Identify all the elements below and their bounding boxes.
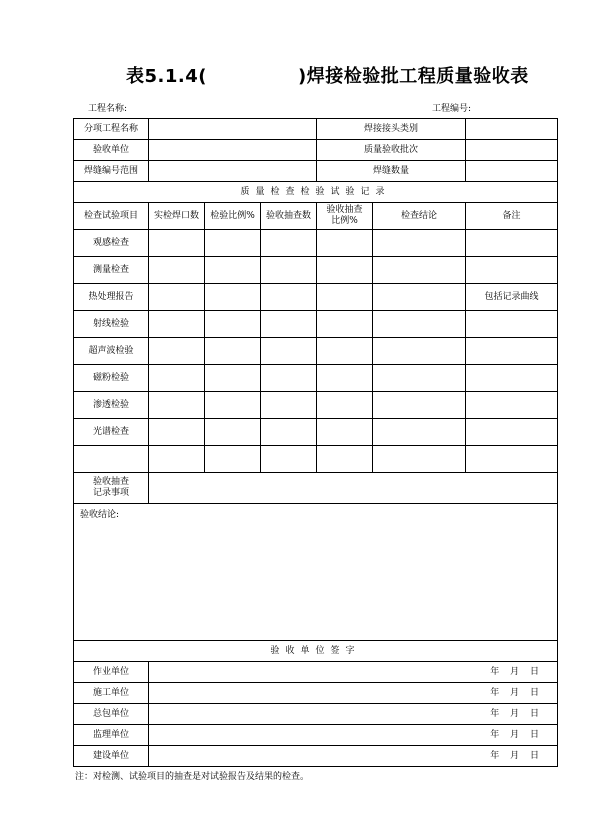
inspection-item-name: 热处理报告 <box>74 284 149 311</box>
inspection-value-field[interactable] <box>261 311 317 338</box>
column-header: 检查结论 <box>373 203 466 230</box>
inspection-value-field[interactable] <box>317 392 373 419</box>
info-right-value-field[interactable] <box>466 161 558 182</box>
inspection-item-name: 测量检查 <box>74 257 149 284</box>
column-header: 检查试验项目 <box>74 203 149 230</box>
inspection-value-field[interactable] <box>261 338 317 365</box>
column-header: 检验比例% <box>205 203 261 230</box>
conclusion-field[interactable]: 验收结论: <box>74 504 558 641</box>
column-header: 实检焊口数 <box>149 203 205 230</box>
signature-unit-label: 建设单位 <box>74 746 149 767</box>
inspection-value-field[interactable] <box>149 311 205 338</box>
info-right-label: 焊缝数量 <box>317 161 466 182</box>
spot-check-field[interactable] <box>149 473 558 504</box>
inspection-item-name: 渗透检验 <box>74 392 149 419</box>
inspection-value-field[interactable] <box>149 284 205 311</box>
inspection-value-field[interactable] <box>205 365 261 392</box>
inspection-item-name: 射线检验 <box>74 311 149 338</box>
signature-unit-label: 总包单位 <box>74 704 149 725</box>
info-right-value-field[interactable] <box>466 140 558 161</box>
inspection-value-field[interactable] <box>149 230 205 257</box>
inspection-remark <box>466 419 558 446</box>
info-label: 焊缝编号范围 <box>74 161 149 182</box>
record-section-title: 质量检查检验试验记录 <box>74 182 558 203</box>
info-value-field[interactable] <box>149 161 317 182</box>
inspection-remark <box>466 446 558 473</box>
inspection-value-field[interactable] <box>317 311 373 338</box>
inspection-value-field[interactable] <box>317 419 373 446</box>
inspection-remark: 包括记录曲线 <box>466 284 558 311</box>
inspection-value-field[interactable] <box>373 446 466 473</box>
column-header: 备注 <box>466 203 558 230</box>
inspection-value-field[interactable] <box>317 446 373 473</box>
inspection-remark <box>466 311 558 338</box>
footnote: 注：对检测、试验项目的抽查是对试验报告及结果的检查。 <box>75 772 310 782</box>
spot-check-label: 验收抽查 记录事项 <box>74 473 149 504</box>
info-value-field[interactable] <box>149 119 317 140</box>
inspection-value-field[interactable] <box>205 338 261 365</box>
signature-unit-label: 监理单位 <box>74 725 149 746</box>
inspection-value-field[interactable] <box>261 257 317 284</box>
inspection-value-field[interactable] <box>317 338 373 365</box>
inspection-value-field[interactable] <box>317 365 373 392</box>
inspection-remark <box>466 365 558 392</box>
info-label: 分项工程名称 <box>74 119 149 140</box>
signature-field[interactable]: 年 月 日 <box>149 725 558 746</box>
inspection-value-field[interactable] <box>205 392 261 419</box>
inspection-form-table <box>73 118 558 767</box>
inspection-item-name: 观感检查 <box>74 230 149 257</box>
inspection-value-field[interactable] <box>205 284 261 311</box>
inspection-value-field[interactable] <box>317 284 373 311</box>
inspection-value-field[interactable] <box>205 230 261 257</box>
inspection-remark <box>466 257 558 284</box>
inspection-item-name <box>74 446 149 473</box>
inspection-value-field[interactable] <box>149 446 205 473</box>
inspection-value-field[interactable] <box>205 419 261 446</box>
inspection-value-field[interactable] <box>149 338 205 365</box>
info-right-label: 质量验收批次 <box>317 140 466 161</box>
inspection-value-field[interactable] <box>373 338 466 365</box>
inspection-value-field[interactable] <box>317 230 373 257</box>
inspection-value-field[interactable] <box>149 419 205 446</box>
inspection-value-field[interactable] <box>261 284 317 311</box>
inspection-value-field[interactable] <box>373 365 466 392</box>
inspection-value-field[interactable] <box>261 392 317 419</box>
inspection-value-field[interactable] <box>261 230 317 257</box>
inspection-value-field[interactable] <box>149 257 205 284</box>
inspection-remark <box>466 338 558 365</box>
inspection-value-field[interactable] <box>373 284 466 311</box>
inspection-value-field[interactable] <box>149 392 205 419</box>
info-right-value-field[interactable] <box>466 119 558 140</box>
inspection-value-field[interactable] <box>149 365 205 392</box>
signature-field[interactable]: 年 月 日 <box>149 746 558 767</box>
project-no-label: 工程编号: <box>432 104 472 114</box>
inspection-value-field[interactable] <box>373 311 466 338</box>
signature-unit-label: 施工单位 <box>74 683 149 704</box>
info-label: 验收单位 <box>74 140 149 161</box>
signature-field[interactable]: 年 月 日 <box>149 683 558 704</box>
signature-section-title: 验收单位签字 <box>74 641 558 662</box>
inspection-item-name: 光谱检查 <box>74 419 149 446</box>
inspection-value-field[interactable] <box>261 365 317 392</box>
project-name-label: 工程名称: <box>88 104 128 114</box>
inspection-value-field[interactable] <box>373 257 466 284</box>
inspection-item-name: 超声波检验 <box>74 338 149 365</box>
inspection-value-field[interactable] <box>373 419 466 446</box>
title-suffix: )焊接检验批工程质量验收表 <box>298 66 529 87</box>
inspection-value-field[interactable] <box>261 419 317 446</box>
inspection-value-field[interactable] <box>373 230 466 257</box>
inspection-value-field[interactable] <box>205 446 261 473</box>
form-title <box>0 62 590 88</box>
inspection-value-field[interactable] <box>205 311 261 338</box>
signature-unit-label: 作业单位 <box>74 662 149 683</box>
inspection-remark <box>466 230 558 257</box>
inspection-value-field[interactable] <box>373 392 466 419</box>
signature-field[interactable]: 年 月 日 <box>149 662 558 683</box>
inspection-value-field[interactable] <box>261 446 317 473</box>
column-header: 验收抽查 比例% <box>317 203 373 230</box>
info-value-field[interactable] <box>149 140 317 161</box>
column-header: 验收抽查数 <box>261 203 317 230</box>
inspection-value-field[interactable] <box>205 257 261 284</box>
inspection-remark <box>466 392 558 419</box>
inspection-value-field[interactable] <box>317 257 373 284</box>
signature-field[interactable]: 年 月 日 <box>149 704 558 725</box>
info-right-label: 焊接接头类别 <box>317 119 466 140</box>
inspection-item-name: 磁粉检验 <box>74 365 149 392</box>
title-prefix: 表5.1.4( <box>126 66 207 87</box>
